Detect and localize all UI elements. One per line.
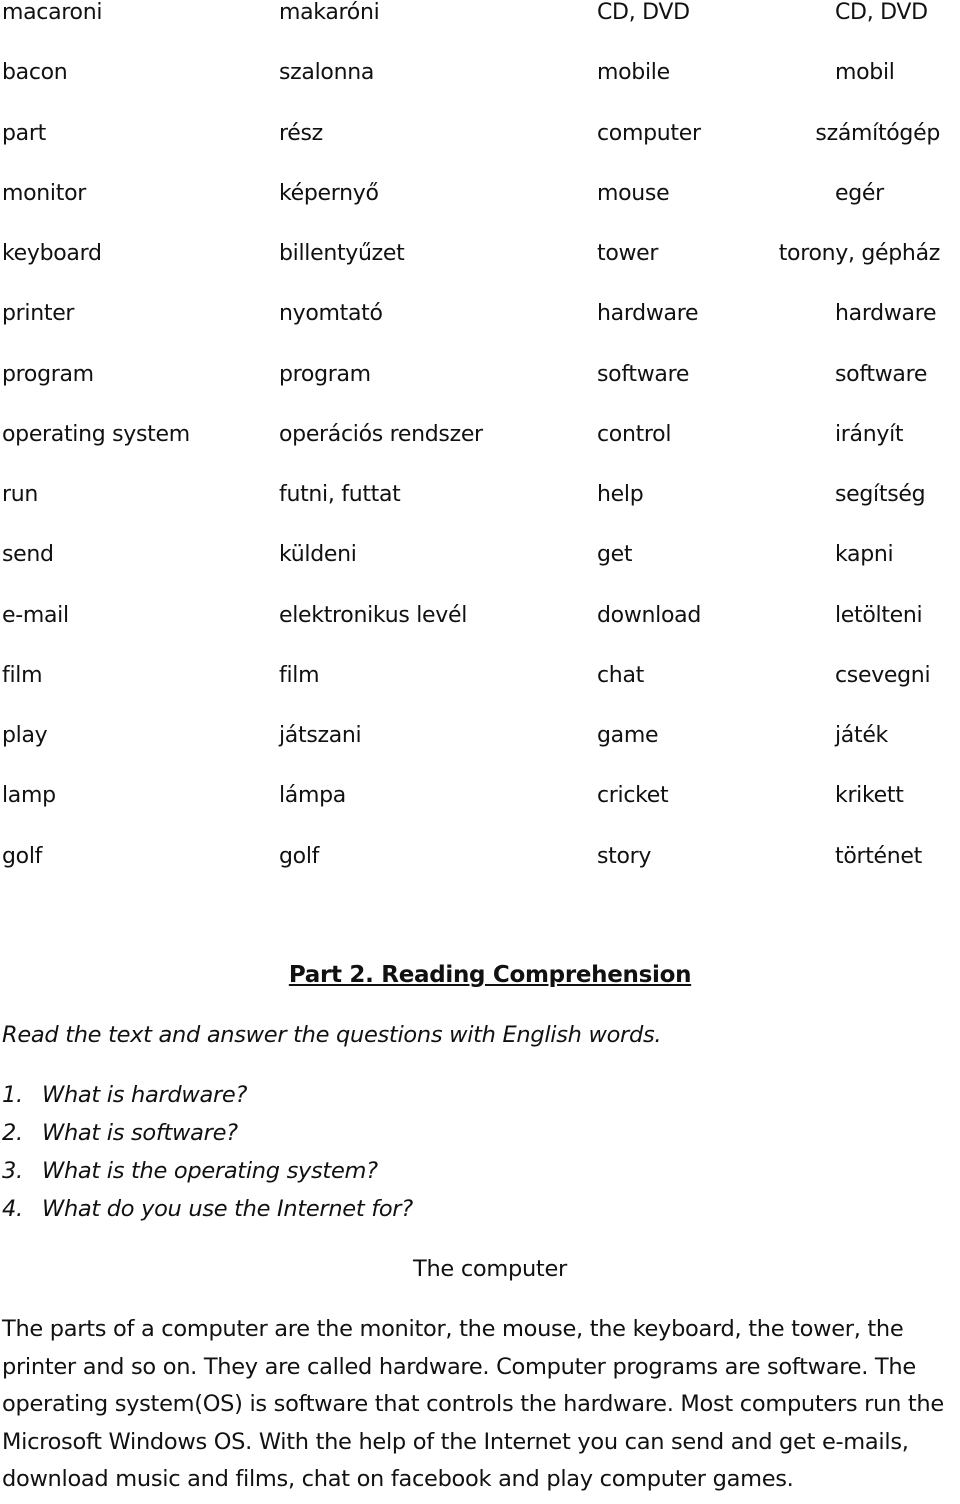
vocab-hungarian-1: képernyő [279, 180, 379, 206]
vocab-english-1: film [2, 662, 43, 688]
vocab-english-1: program [2, 361, 94, 387]
vocab-english-2: CD, DVD [597, 0, 690, 25]
vocab-row [0, 603, 960, 663]
vocab-hungarian-1: operációs rendszer [279, 421, 483, 447]
vocab-row [0, 181, 960, 241]
vocab-english-1: send [2, 542, 54, 568]
vocab-hungarian-1: film [279, 662, 320, 688]
question-text: What do you use the Internet for? [42, 1196, 413, 1222]
question-number: 1. [2, 1082, 23, 1108]
vocab-hungarian-1: futni, futtat [279, 482, 401, 507]
vocab-row [0, 723, 960, 783]
vocab-row [0, 121, 960, 181]
question-item [2, 1082, 413, 1120]
vocab-hungarian-2: egér [835, 180, 884, 206]
vocab-hungarian-2: software [835, 361, 928, 387]
vocab-row [0, 844, 960, 904]
vocab-hungarian-1: küldeni [279, 542, 357, 568]
reading-text-line: download music and films, chat on facebook and play computer games. [2, 1466, 794, 1493]
vocab-row [0, 783, 960, 843]
vocab-english-1: macaroni [2, 0, 103, 25]
vocab-hungarian-2: torony, gépház [778, 241, 940, 266]
vocab-hungarian-2: irányít [835, 421, 904, 447]
vocab-english-2: get [597, 542, 633, 568]
question-text: What is software? [42, 1120, 238, 1146]
vocab-english-1: e-mail [2, 602, 69, 628]
question-number: 4. [2, 1196, 23, 1222]
reading-text-body [2, 1316, 958, 1504]
question-list [2, 1082, 413, 1234]
section-heading: Part 2. Reading Comprehension [288, 962, 692, 988]
vocab-row [0, 362, 960, 422]
vocab-hungarian-2: csevegni [835, 662, 931, 688]
vocab-english-2: game [597, 723, 659, 748]
vocab-english-1: printer [2, 301, 75, 327]
reading-text-title: The computer [413, 1256, 567, 1282]
question-text: What is the operating system? [42, 1158, 378, 1184]
reading-text-line: The parts of a computer are the monitor, the mouse, the keyboard, the tower, the [2, 1316, 904, 1342]
vocab-english-2: hardware [597, 301, 699, 327]
vocab-row [0, 0, 960, 60]
vocab-hungarian-1: program [279, 361, 371, 387]
vocab-hungarian-2: mobil [835, 60, 895, 86]
vocab-english-2: computer [597, 120, 701, 146]
question-item [2, 1158, 413, 1196]
vocab-english-1: part [2, 120, 46, 146]
vocab-english-2: chat [597, 662, 644, 688]
vocab-english-1: bacon [2, 60, 68, 86]
question-text: What is hardware? [42, 1082, 248, 1108]
reading-text-line: Microsoft Windows OS. With the help of the Internet you can send and get e-mails, [2, 1428, 909, 1455]
vocab-row [0, 542, 960, 602]
vocab-english-1: run [2, 482, 39, 507]
vocab-hungarian-2: játék [835, 723, 888, 748]
vocab-hungarian-2: CD, DVD [835, 0, 928, 25]
question-item [2, 1196, 413, 1234]
vocab-row [0, 422, 960, 482]
vocab-hungarian-1: nyomtató [279, 301, 383, 327]
vocab-hungarian-2: segítség [835, 482, 926, 507]
vocab-hungarian-1: játszani [279, 723, 362, 748]
question-number: 2. [2, 1120, 23, 1146]
vocab-english-2: control [597, 421, 672, 447]
instruction-text: Read the text and answer the questions with English words. [2, 1022, 662, 1048]
vocab-english-2: tower [597, 241, 659, 266]
vocab-row [0, 482, 960, 542]
reading-text-line: operating system(OS) is software that controls the hardware. Most computers run the [2, 1391, 944, 1418]
vocab-english-2: cricket [597, 783, 669, 809]
vocab-english-2: story [597, 843, 652, 869]
vocab-hungarian-2: történet [835, 843, 922, 869]
vocab-hungarian-1: lámpa [279, 783, 346, 809]
vocab-english-1: keyboard [2, 241, 102, 266]
vocab-english-1: operating system [2, 421, 190, 447]
vocab-hungarian-1: billentyűzet [279, 241, 405, 266]
vocab-english-2: mobile [597, 60, 670, 86]
vocab-english-2: mouse [597, 180, 670, 206]
vocab-hungarian-2: letölteni [835, 602, 923, 628]
vocab-english-2: help [597, 482, 644, 507]
vocab-hungarian-2: hardware [835, 301, 937, 327]
question-item [2, 1120, 413, 1158]
vocab-english-1: lamp [2, 783, 56, 809]
vocab-english-1: monitor [2, 180, 86, 206]
vocab-hungarian-2: számítógép [815, 120, 940, 146]
question-number: 3. [2, 1158, 23, 1184]
vocab-english-1: play [2, 723, 48, 748]
vocab-english-1: golf [2, 843, 43, 869]
vocab-row [0, 301, 960, 361]
vocab-hungarian-1: szalonna [279, 60, 375, 86]
vocab-english-2: download [597, 602, 701, 628]
vocab-hungarian-1: rész [279, 120, 323, 146]
vocab-hungarian-2: krikett [835, 783, 904, 809]
vocab-row [0, 241, 960, 301]
vocab-hungarian-1: makaróni [279, 0, 380, 25]
vocab-hungarian-1: elektronikus levél [279, 602, 468, 628]
vocab-english-2: software [597, 361, 690, 387]
vocab-row [0, 663, 960, 723]
reading-text-line: printer and so on. They are called hardware. Computer programs are software. The [2, 1353, 916, 1380]
vocab-row [0, 60, 960, 120]
vocab-hungarian-2: kapni [835, 542, 894, 568]
vocab-hungarian-1: golf [279, 843, 320, 869]
